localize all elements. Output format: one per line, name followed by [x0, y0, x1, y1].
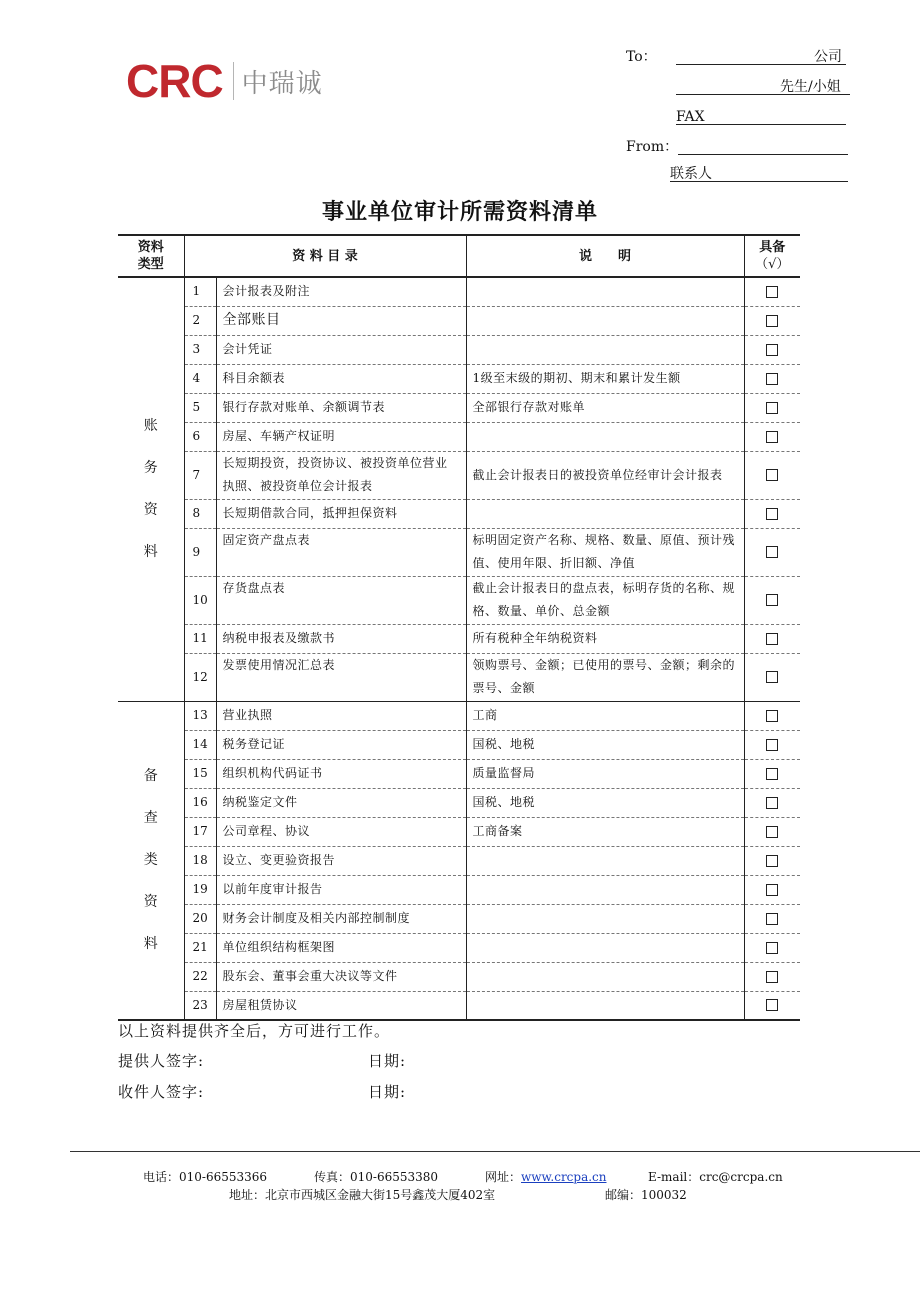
row-number: 17	[184, 817, 216, 846]
row-item: 组织机构代码证书	[216, 759, 466, 788]
row-item: 税务登记证	[216, 730, 466, 759]
contact-line[interactable]	[670, 181, 848, 182]
table-row	[118, 991, 800, 1020]
row-desc	[466, 306, 744, 335]
ready-checkbox-cell[interactable]	[744, 624, 800, 653]
table-row	[118, 846, 800, 875]
ready-checkbox-cell[interactable]	[744, 499, 800, 528]
ready-checkbox-cell[interactable]	[744, 306, 800, 335]
provider-date-label: 日期:	[368, 1052, 407, 1070]
row-desc: 工商备案	[466, 817, 744, 846]
row-item: 房屋租赁协议	[216, 991, 466, 1020]
footer-web-link[interactable]: www.crcpa.cn	[521, 1170, 607, 1184]
row-number: 1	[184, 277, 216, 306]
checkbox[interactable]	[766, 768, 778, 780]
table-row	[118, 422, 800, 451]
col-header-type	[118, 235, 184, 277]
row-desc: 截止会计报表日的盘点表，标明存货的名称、规格、数量、单价、总金额	[466, 576, 744, 624]
row-desc: 国税、地税	[466, 788, 744, 817]
table-row	[118, 335, 800, 364]
footer-divider	[70, 1151, 920, 1152]
checkbox[interactable]	[766, 710, 778, 722]
row-item: 股东会、董事会重大决议等文件	[216, 962, 466, 991]
table-row	[118, 875, 800, 904]
row-item: 存货盘点表	[216, 576, 466, 624]
table-row	[118, 653, 800, 701]
checkbox[interactable]	[766, 286, 778, 298]
ready-checkbox-cell[interactable]	[744, 962, 800, 991]
category-label: 备 查 类 资 料	[143, 768, 158, 953]
row-desc: 截止会计报表日的被投资单位经审计会计报表	[466, 451, 744, 499]
checkbox[interactable]	[766, 431, 778, 443]
ready-checkbox-cell[interactable]	[744, 277, 800, 306]
row-item: 单位组织结构框架图	[216, 933, 466, 962]
ready-checkbox-cell[interactable]	[744, 788, 800, 817]
row-desc	[466, 875, 744, 904]
ready-checkbox-cell[interactable]	[744, 364, 800, 393]
table-row	[118, 730, 800, 759]
ready-checkbox-cell[interactable]	[744, 875, 800, 904]
row-desc	[466, 422, 744, 451]
ready-checkbox-cell[interactable]	[744, 335, 800, 364]
table-row	[118, 788, 800, 817]
ready-checkbox-cell[interactable]	[744, 701, 800, 730]
row-desc: 标明固定资产名称、规格、数量、原值、预计残值、使用年限、折旧额、净值	[466, 528, 744, 576]
checkbox[interactable]	[766, 855, 778, 867]
row-desc: 所有税种全年纳税资料	[466, 624, 744, 653]
row-desc	[466, 277, 744, 306]
footer-address: 地址：北京市西城区金融大街15号鑫茂大厦402室	[229, 1188, 496, 1202]
table-row	[118, 933, 800, 962]
row-number: 10	[184, 576, 216, 624]
table-row	[118, 576, 800, 624]
ready-checkbox-cell[interactable]	[744, 528, 800, 576]
row-number: 14	[184, 730, 216, 759]
ready-header-mark: （√）	[755, 257, 790, 272]
checkbox[interactable]	[766, 671, 778, 683]
checkbox[interactable]	[766, 469, 778, 481]
row-item: 长短期投资，投资协议、被投资单位营业执照、被投资单位会计报表	[216, 451, 466, 499]
row-item: 固定资产盘点表	[216, 528, 466, 576]
logo-divider	[233, 62, 234, 100]
row-desc: 领购票号、金额；已使用的票号、金额；剩余的票号、金额	[466, 653, 744, 701]
row-number: 13	[184, 701, 216, 730]
page-title: 事业单位审计所需资料清单	[321, 200, 598, 225]
checkbox[interactable]	[766, 913, 778, 925]
provider-signature-label: 提供人签字:	[118, 1052, 205, 1070]
row-item: 纳税鉴定文件	[216, 788, 466, 817]
checkbox[interactable]	[766, 344, 778, 356]
from-line[interactable]	[678, 154, 848, 155]
table-row	[118, 701, 800, 730]
footer-email: E-mail：crc@crcpa.cn	[648, 1170, 783, 1184]
logo-latin: CRC	[126, 55, 223, 107]
row-number: 21	[184, 933, 216, 962]
row-number: 2	[184, 306, 216, 335]
row-desc	[466, 846, 744, 875]
row-number: 11	[184, 624, 216, 653]
contact-label: 联系人	[670, 166, 712, 182]
row-number: 8	[184, 499, 216, 528]
ready-checkbox-cell[interactable]	[744, 653, 800, 701]
row-item: 纳税申报表及缴款书	[216, 624, 466, 653]
checkbox[interactable]	[766, 546, 778, 558]
row-number: 7	[184, 451, 216, 499]
table-row	[118, 759, 800, 788]
table-row	[118, 393, 800, 422]
checkbox[interactable]	[766, 508, 778, 520]
logo-chinese: 中瑞诚	[241, 68, 323, 99]
row-number: 12	[184, 653, 216, 701]
row-number: 19	[184, 875, 216, 904]
col-header-catalog: 资 料 目 录	[184, 235, 466, 277]
ready-checkbox-cell[interactable]	[744, 904, 800, 933]
row-item: 公司章程、协议	[216, 817, 466, 846]
checkbox[interactable]	[766, 826, 778, 838]
row-item: 以前年度审计报告	[216, 875, 466, 904]
row-desc: 1级至末级的期初、期末和累计发生额	[466, 364, 744, 393]
row-number: 15	[184, 759, 216, 788]
ready-checkbox-cell[interactable]	[744, 730, 800, 759]
table-row	[118, 904, 800, 933]
ready-checkbox-cell[interactable]	[744, 817, 800, 846]
ready-checkbox-cell[interactable]	[744, 422, 800, 451]
row-desc	[466, 499, 744, 528]
row-item: 科目余额表	[216, 364, 466, 393]
row-item: 全部账目	[216, 306, 466, 335]
receiver-signature-label: 收件人签字:	[118, 1083, 205, 1101]
row-desc	[466, 933, 744, 962]
footer-web-label: 网址：	[485, 1170, 522, 1184]
table-row	[118, 528, 800, 576]
table-header-row	[118, 235, 800, 277]
table-row	[118, 451, 800, 499]
row-number: 22	[184, 962, 216, 991]
row-number: 20	[184, 904, 216, 933]
ready-checkbox-cell[interactable]	[744, 759, 800, 788]
ready-header-text: 具备	[759, 240, 786, 255]
fax-line[interactable]	[676, 124, 846, 125]
row-item: 设立、变更验资报告	[216, 846, 466, 875]
table-row	[118, 306, 800, 335]
person-suffix: 先生/小姐	[780, 79, 841, 95]
materials-table	[118, 234, 800, 1021]
col-header-ready	[744, 235, 800, 277]
checkbox[interactable]	[766, 594, 778, 606]
to-label: To：	[626, 49, 657, 65]
col-header-desc: 说 明	[466, 235, 744, 277]
row-item: 会计报表及附注	[216, 277, 466, 306]
ready-checkbox-cell[interactable]	[744, 991, 800, 1020]
footer-fax: 传真：010-66553380	[314, 1170, 439, 1184]
table-row	[118, 962, 800, 991]
row-desc	[466, 991, 744, 1020]
category-reference	[118, 701, 184, 1020]
table-row	[118, 499, 800, 528]
row-desc: 质量监督局	[466, 759, 744, 788]
receiver-date-label: 日期:	[368, 1083, 407, 1101]
checkbox[interactable]	[766, 315, 778, 327]
row-number: 16	[184, 788, 216, 817]
checkbox[interactable]	[766, 402, 778, 414]
table-row	[118, 817, 800, 846]
row-desc: 全部银行存款对账单	[466, 393, 744, 422]
table-row	[118, 364, 800, 393]
category-accounting	[118, 277, 184, 701]
row-number: 3	[184, 335, 216, 364]
ready-checkbox-cell[interactable]	[744, 846, 800, 875]
row-desc: 国税、地税	[466, 730, 744, 759]
row-desc	[466, 335, 744, 364]
row-desc: 工商	[466, 701, 744, 730]
row-item: 会计凭证	[216, 335, 466, 364]
ready-checkbox-cell[interactable]	[744, 451, 800, 499]
footer-postcode: 邮编：100032	[605, 1188, 687, 1202]
checkbox[interactable]	[766, 942, 778, 954]
checkbox[interactable]	[766, 884, 778, 896]
row-number: 9	[184, 528, 216, 576]
checkbox[interactable]	[766, 999, 778, 1011]
company-suffix: 公司	[814, 49, 842, 65]
footer-phone: 电话：010-66553366	[143, 1170, 268, 1184]
row-number: 6	[184, 422, 216, 451]
category-label: 账 务 资 料	[143, 418, 158, 561]
table-row	[118, 277, 800, 306]
row-item: 长短期借款合同，抵押担保资料	[216, 499, 466, 528]
ready-checkbox-cell[interactable]	[744, 393, 800, 422]
from-label: From：	[626, 139, 679, 155]
row-item: 发票使用情况汇总表	[216, 653, 466, 701]
checkbox[interactable]	[766, 797, 778, 809]
checkbox[interactable]	[766, 633, 778, 645]
company-logo	[126, 56, 323, 106]
footer-web	[485, 1169, 607, 1185]
row-item: 房屋、车辆产权证明	[216, 422, 466, 451]
row-item: 营业执照	[216, 701, 466, 730]
checkbox[interactable]	[766, 373, 778, 385]
checkbox[interactable]	[766, 739, 778, 751]
row-item: 银行存款对账单、余额调节表	[216, 393, 466, 422]
table-row	[118, 624, 800, 653]
type-header-text: 资料类型	[137, 240, 164, 272]
row-desc	[466, 962, 744, 991]
row-desc	[466, 904, 744, 933]
row-item: 财务会计制度及相关内部控制制度	[216, 904, 466, 933]
row-number: 18	[184, 846, 216, 875]
ready-checkbox-cell[interactable]	[744, 576, 800, 624]
completion-note: 以上资料提供齐全后，方可进行工作。	[118, 1022, 391, 1040]
checkbox[interactable]	[766, 971, 778, 983]
fax-label: FAX	[676, 109, 705, 125]
row-number: 4	[184, 364, 216, 393]
ready-checkbox-cell[interactable]	[744, 933, 800, 962]
row-number: 23	[184, 991, 216, 1020]
row-number: 5	[184, 393, 216, 422]
